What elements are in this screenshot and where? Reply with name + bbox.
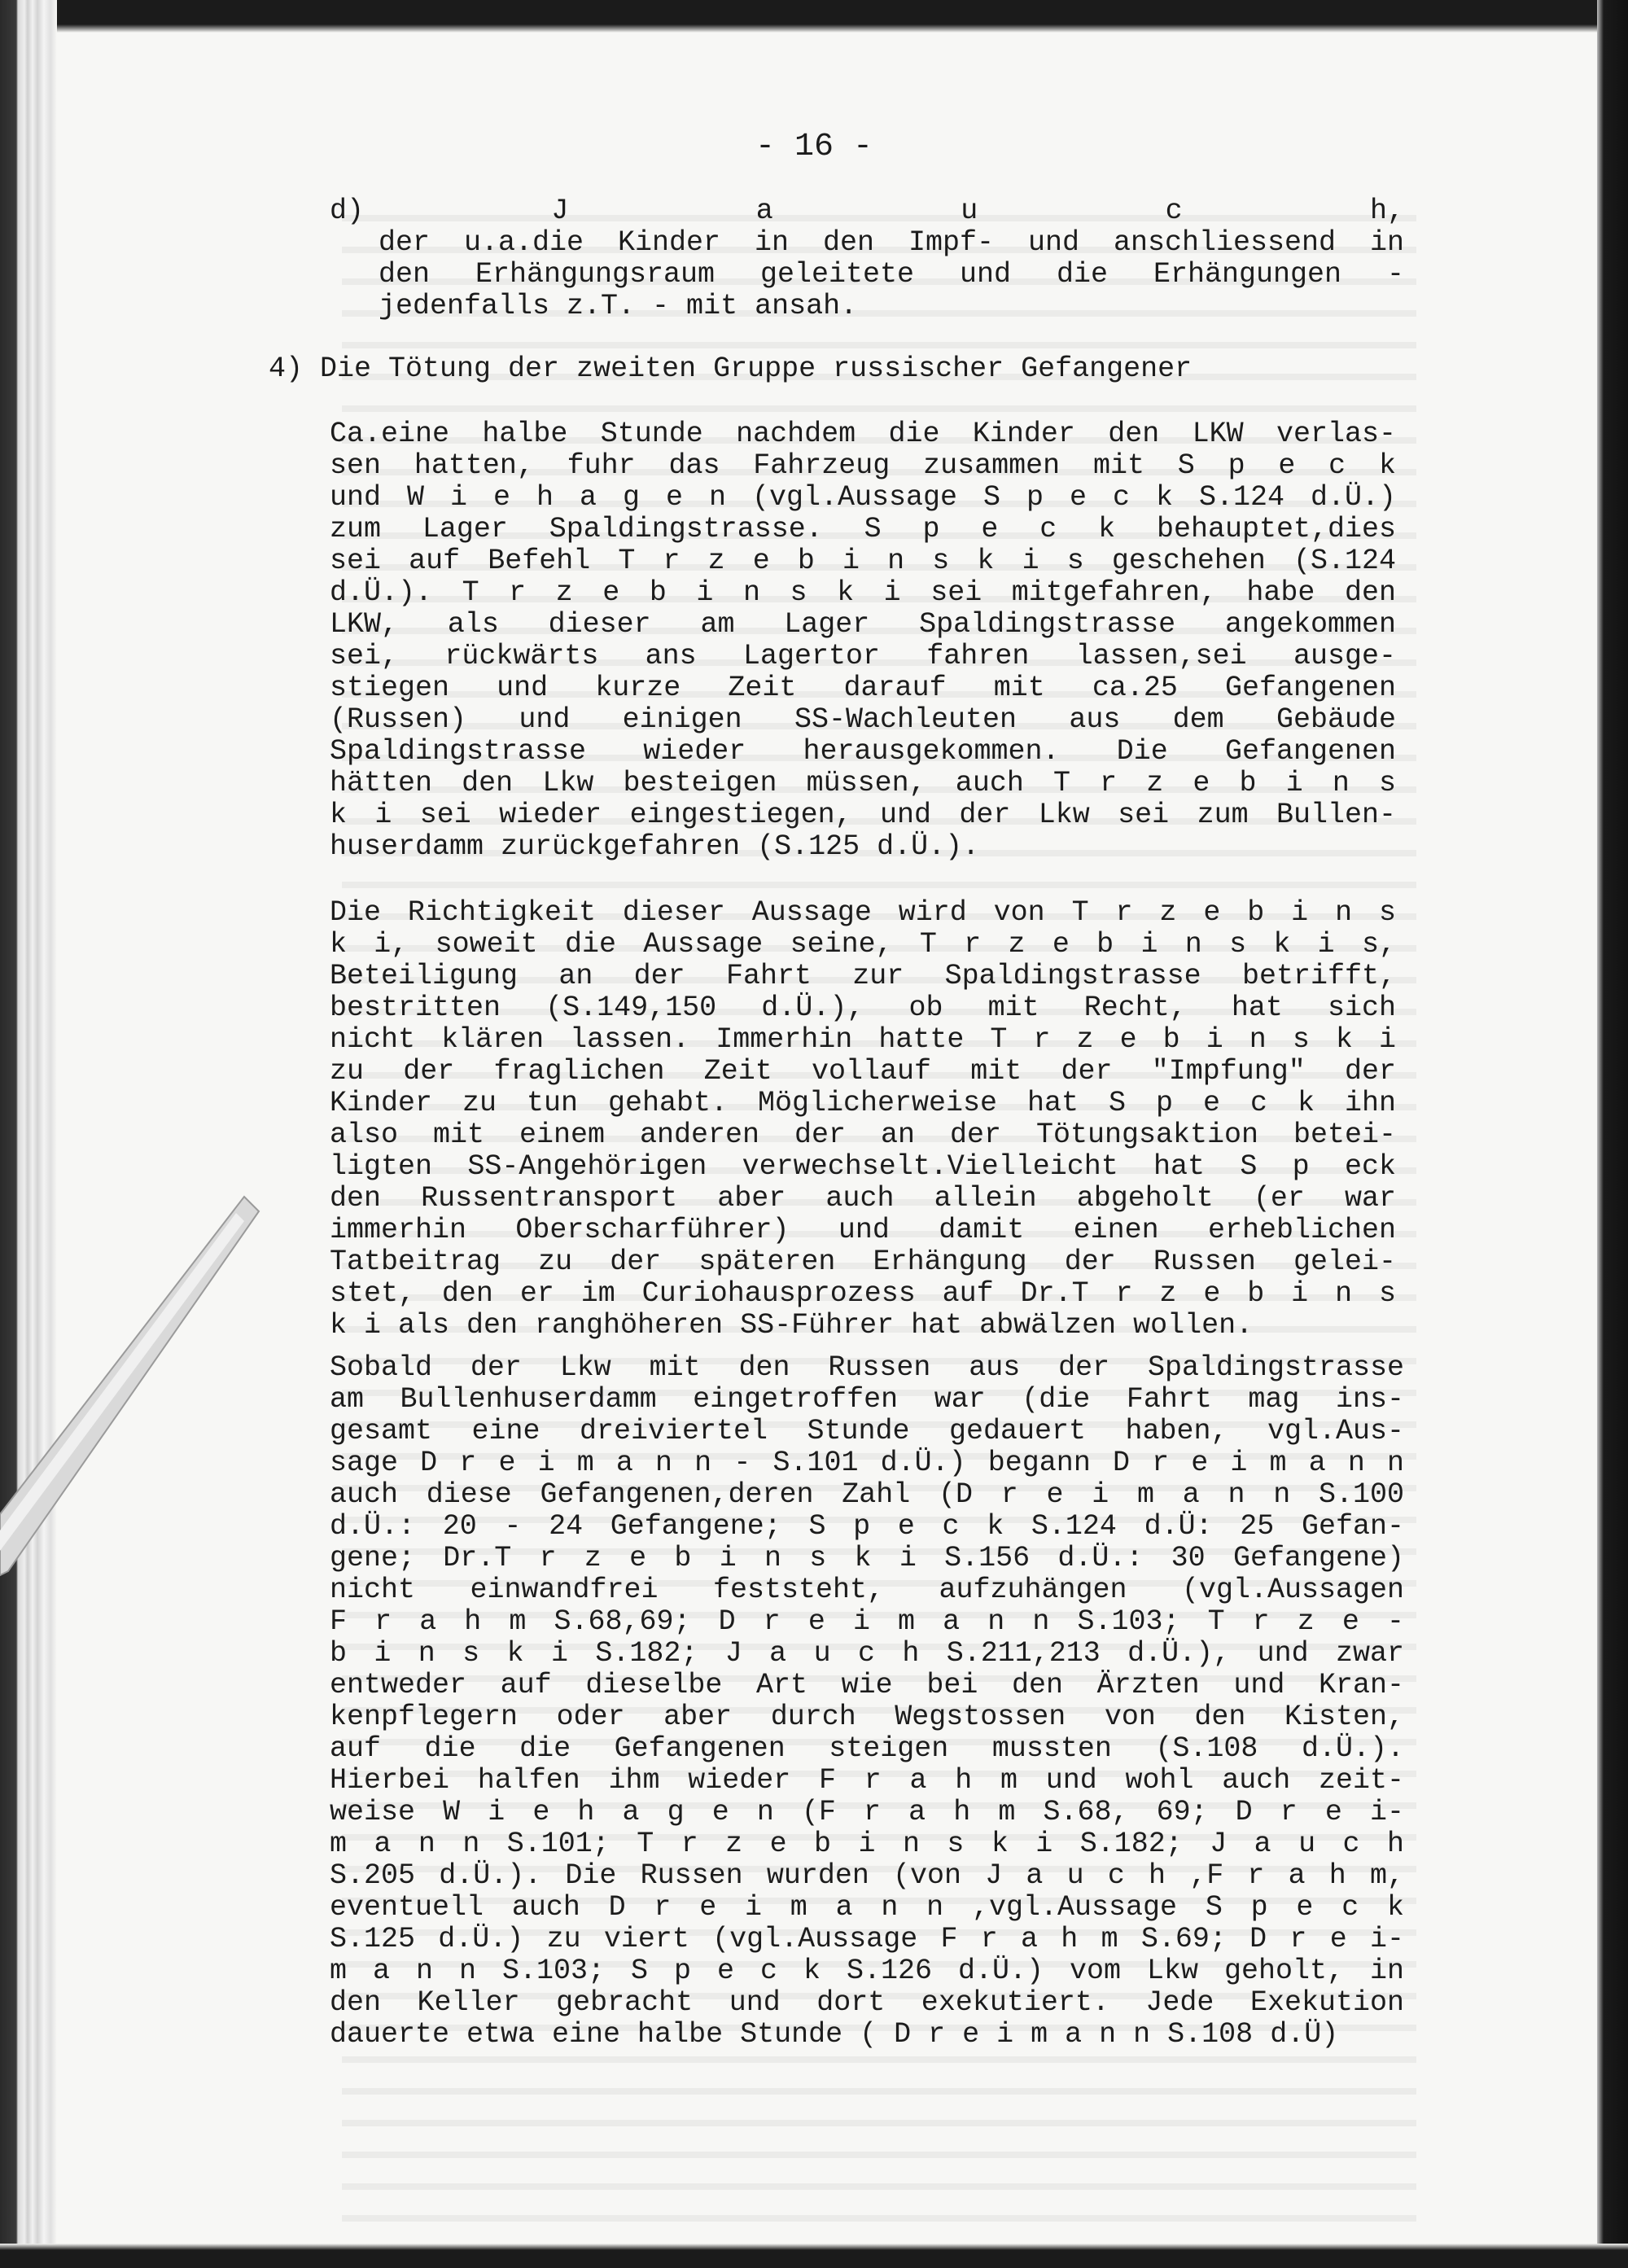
text-line: gesamt eine dreiviertel Stunde gedauert haben, vgl.Aus-: [330, 1415, 1404, 1447]
text-line: hätten den Lkw besteigen müssen, auch T r z e b i n s: [330, 767, 1396, 799]
text-line: den Keller gebracht und dort exekutiert. Jede Exekution: [330, 1986, 1404, 2019]
text-line: Spaldingstrasse wieder herausgekommen. Die Gefangenen: [330, 735, 1396, 768]
section-heading: 4) Die Tötung der zweiten Gruppe russischer Gefangener: [269, 352, 1193, 385]
text-line: dauerte etwa eine halbe Stunde ( D r e i m a n n S.108 d.Ü): [330, 2018, 1339, 2051]
text-line: Tatbeitrag zu der späteren Erhängung der Russen gelei-: [330, 1246, 1396, 1278]
text-line: m a n n S.103; S p e c k S.126 d.Ü.) vom Lkw geholt, in: [330, 1955, 1404, 1987]
text-line: auf die die Gefangenen steigen mussten (S.108 d.Ü.).: [330, 1732, 1404, 1765]
text-line: d.Ü.: 20 - 24 Gefangene; S p e c k S.124 d.Ü: 25 Gefan-: [330, 1510, 1404, 1543]
text-line: b i n s k i S.182; J a u c h S.211,213 d.Ü.), und zwar: [330, 1637, 1404, 1670]
text-line: d.Ü.). T r z e b i n s k i sei mitgefahren, habe den: [330, 576, 1396, 609]
text-line: stet, den er im Curiohausprozess auf Dr.T r z e b i n s: [330, 1277, 1396, 1310]
text-line: LKW, als dieser am Lager Spaldingstrasse angekommen: [330, 608, 1396, 641]
text-line: k i sei wieder eingestiegen, und der Lkw sei zum Bullen-: [330, 799, 1396, 831]
text-line: sei auf Befehl T r z e b i n s k i s geschehen (S.124: [330, 545, 1396, 577]
paragraph-execution: [330, 1352, 1404, 2051]
text-line: stiegen und kurze Zeit darauf mit ca.25 Gefangenen: [330, 672, 1396, 704]
text-line: sen hatten, fuhr das Fahrzeug zusammen mit S p e c k: [330, 449, 1396, 482]
text-line: nicht klären lassen. Immerhin hatte T r z e b i n s k i: [330, 1023, 1396, 1056]
text-line: und W i e h a g e n (vgl.Aussage S p e c k S.124 d.Ü.): [330, 481, 1396, 514]
text-line: m a n n S.101; T r z e b i n s k i S.182; J a u c h: [330, 1828, 1404, 1860]
text-line: d) J a u c h,: [330, 195, 1404, 227]
text-line: F r a h m S.68,69; D r e i m a n n S.103; T r z e -: [330, 1605, 1404, 1638]
paragraph-credibility: [330, 897, 1396, 1342]
text-line: S.125 d.Ü.) zu viert (vgl.Aussage F r a h m S.69; D r e i-: [330, 1923, 1404, 1955]
tweezers-pointer: [0, 0, 326, 2268]
text-line: k i, soweit die Aussage seine, T r z e b i n s k i s,: [330, 928, 1396, 961]
text-line: den Russentransport aber auch allein abgeholt (er war: [330, 1182, 1396, 1215]
text-line: ligten SS-Angehörigen verwechselt.Vielleicht hat S p eck: [330, 1150, 1396, 1183]
text-line: eventuell auch D r e i m a n n ,vgl.Aussage S p e c k: [330, 1891, 1404, 1924]
text-line: huserdamm zurückgefahren (S.125 d.Ü.).: [330, 830, 980, 863]
text-line: Hierbei halfen ihm wieder F r a h m und wohl auch zeit-: [330, 1764, 1404, 1797]
paragraph-d-jauch: [330, 195, 1404, 322]
text-line: zum Lager Spaldingstrasse. S p e c k behauptet,dies: [330, 513, 1396, 545]
text-line: den Erhängungsraum geleitete und die Erhängungen -: [379, 258, 1404, 291]
page-number: - 16 -: [755, 129, 873, 165]
text-line: Beteiligung an der Fahrt zur Spaldingstrasse betrifft,: [330, 960, 1396, 992]
paragraph-transport: [330, 418, 1396, 863]
text-line: nicht einwandfrei feststeht, aufzuhängen (vgl.Aussagen: [330, 1574, 1404, 1606]
text-line: weise W i e h a g e n (F r a h m S.68, 69; D r e i-: [330, 1796, 1404, 1828]
text-line: am Bullenhuserdamm eingetroffen war (die Fahrt mag ins-: [330, 1383, 1404, 1416]
text-line: Kinder zu tun gehabt. Möglicherweise hat S p e c k ihn: [330, 1087, 1396, 1119]
text-line: immerhin Oberscharführer) und damit einen erheblichen: [330, 1214, 1396, 1246]
text-line: sei, rückwärts ans Lagertor fahren lassen,sei ausge-: [330, 640, 1396, 672]
scan-right-edge: [1597, 0, 1628, 2268]
text-line: der u.a.die Kinder in den Impf- und anschliessend in: [379, 226, 1404, 259]
text-line: (Russen) und einigen SS-Wachleuten aus dem Gebäude: [330, 703, 1396, 736]
text-line: kenpflegern oder aber durch Wegstossen von den Kisten,: [330, 1701, 1404, 1733]
text-line: S.205 d.Ü.). Die Russen wurden (von J a u c h ,F r a h m,: [330, 1859, 1404, 1892]
text-line: also mit einem anderen der an der Tötungsaktion betei-: [330, 1119, 1396, 1151]
text-line: zu der fraglichen Zeit vollauf mit der "Impfung" der: [330, 1055, 1396, 1088]
text-line: Ca.eine halbe Stunde nachdem die Kinder den LKW verlas-: [330, 418, 1396, 450]
text-line: sage D r e i m a n n - S.101 d.Ü.) begann D r e i m a n n: [330, 1447, 1404, 1479]
text-line: jedenfalls z.T. - mit ansah.: [379, 290, 858, 322]
text-line: gene; Dr.T r z e b i n s k i S.156 d.Ü.: 30 Gefangene): [330, 1542, 1404, 1574]
text-line: auch diese Gefangenen,deren Zahl (D r e i m a n n S.100: [330, 1478, 1404, 1511]
text-line: Sobald der Lkw mit den Russen aus der Spaldingstrasse: [330, 1351, 1404, 1384]
text-line: k i als den ranghöheren SS-Führer hat abwälzen wollen.: [330, 1309, 1254, 1342]
text-line: entweder auf dieselbe Art wie bei den Ärzten und Kran-: [330, 1669, 1404, 1701]
text-line: Die Richtigkeit dieser Aussage wird von T r z e b i n s: [330, 896, 1396, 929]
text-line: bestritten (S.149,150 d.Ü.), ob mit Recht, hat sich: [330, 992, 1396, 1024]
